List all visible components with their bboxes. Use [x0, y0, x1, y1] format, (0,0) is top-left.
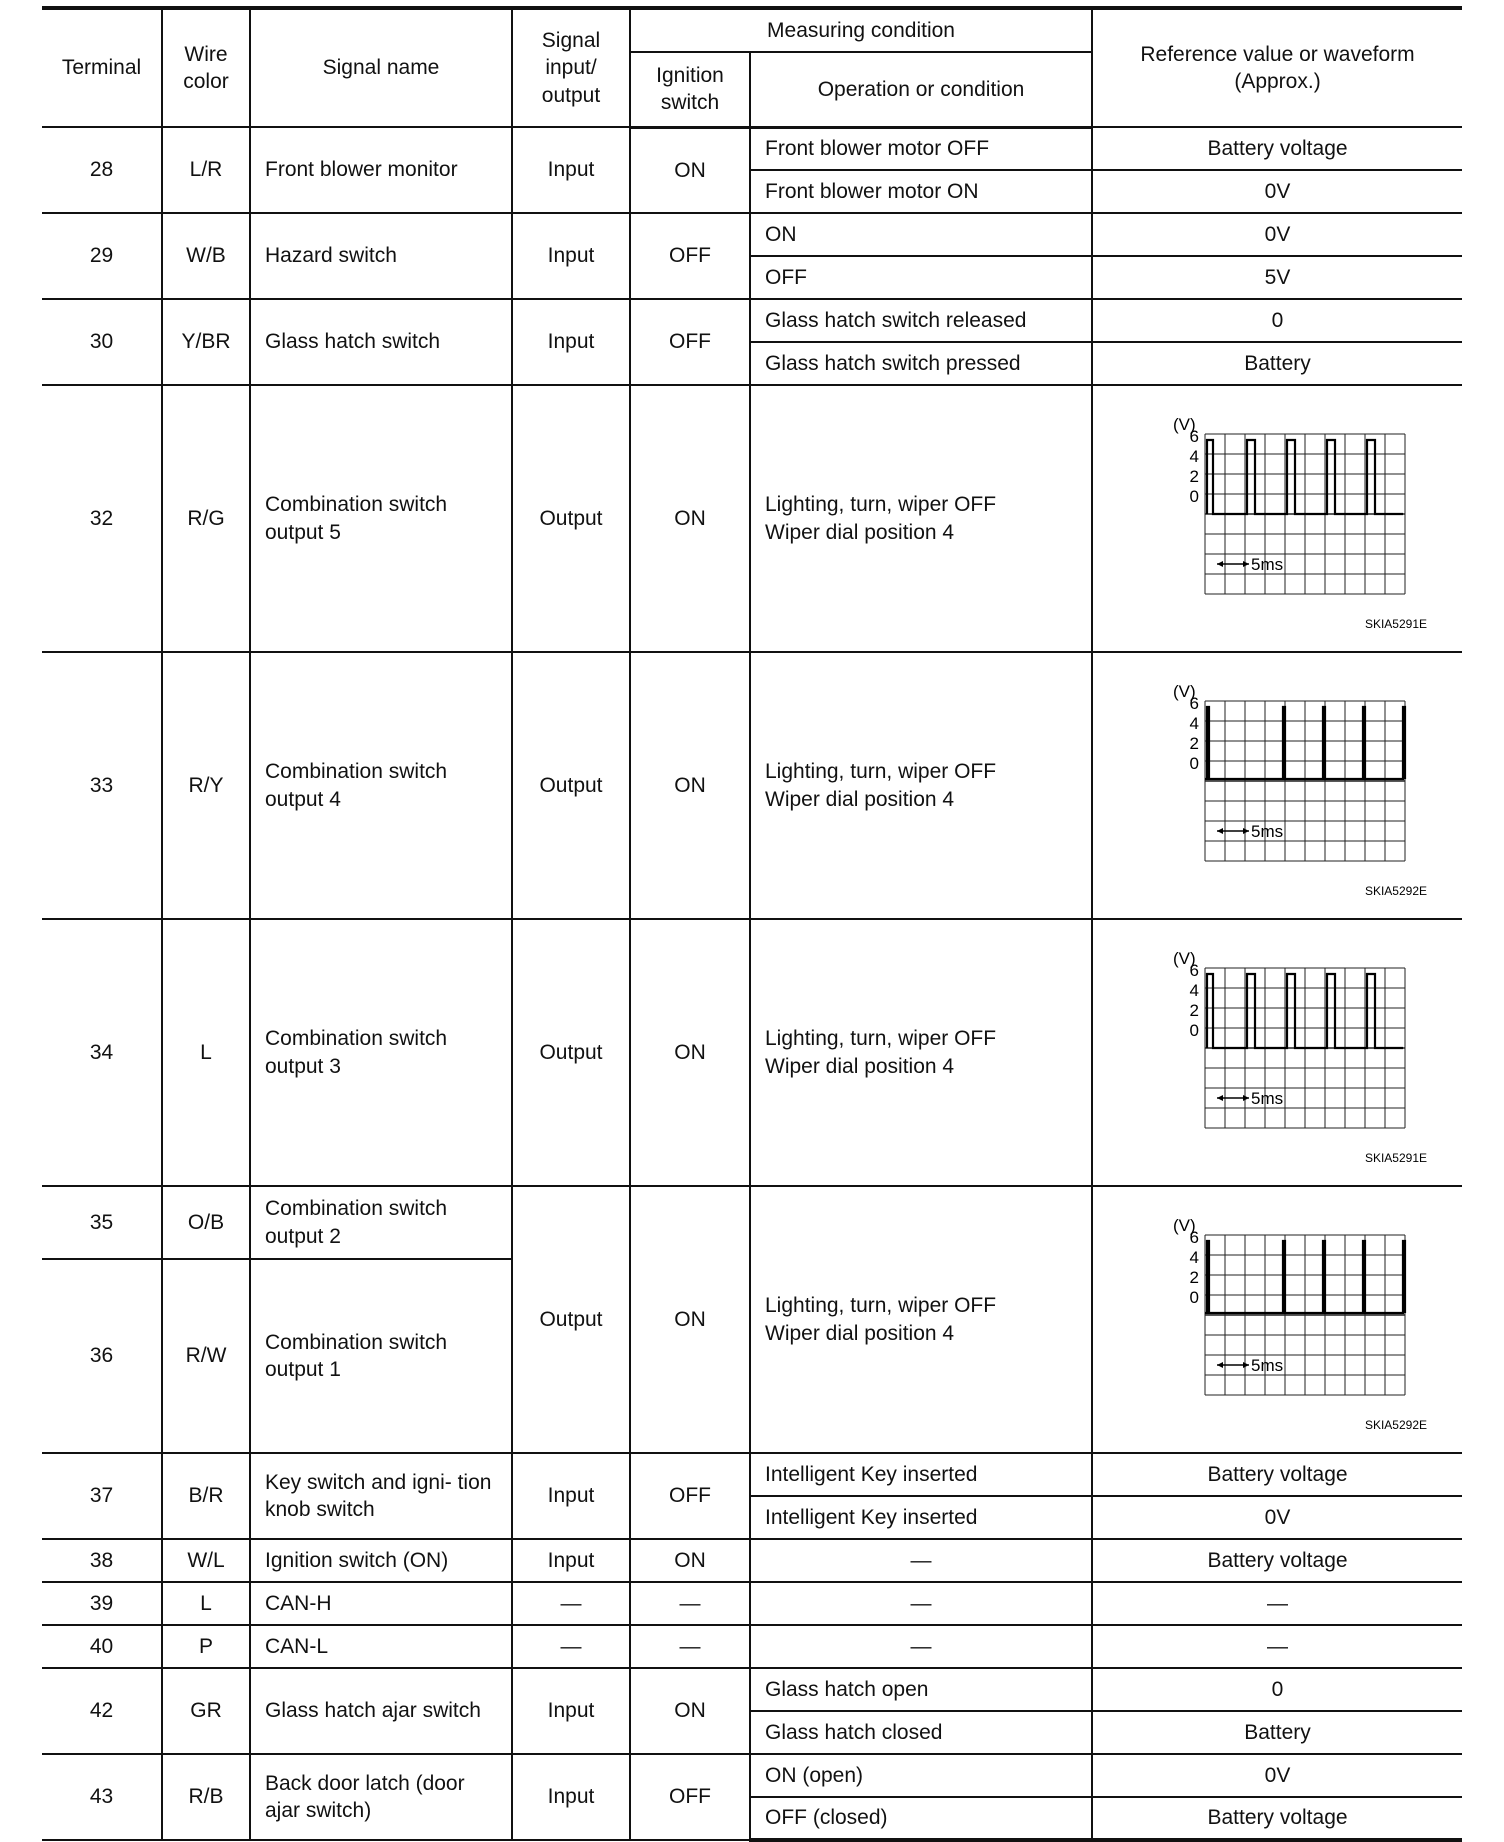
reference-cell: Battery voltage [1092, 1453, 1462, 1496]
waveform-tick-label: 4 [1189, 446, 1199, 466]
header-ignition-switch: Ignition switch [630, 52, 750, 127]
timebase-label: 5ms [1250, 821, 1283, 841]
reference-cell: 0V [1092, 213, 1462, 256]
signal-io-cell: Output [512, 652, 630, 919]
condition-cell: OFF [750, 256, 1092, 299]
table-row [42, 1625, 1462, 1668]
signal-io-cell: Input [512, 1539, 630, 1582]
waveform-chart [1113, 671, 1443, 901]
reference-cell: 0V [1092, 1754, 1462, 1797]
terminal-cell: 32 [42, 385, 162, 652]
signal-io-cell: Input [512, 1668, 630, 1754]
terminal-cell: 43 [42, 1754, 162, 1840]
table-row [42, 213, 1462, 256]
condition-cell: Front blower motor OFF [750, 127, 1092, 170]
waveform-chart [1113, 404, 1443, 634]
signal-io-cell: Input [512, 299, 630, 385]
wire-color-cell: W/L [162, 1539, 250, 1582]
wire-color-cell: R/W [162, 1259, 250, 1453]
header-operation: Operation or condition [750, 52, 1092, 127]
condition-cell: ON (open) [750, 1754, 1092, 1797]
condition-cell [750, 652, 1092, 919]
condition-cell: — [750, 1539, 1092, 1582]
condition-cell: Glass hatch switch released [750, 299, 1092, 342]
signal-name-cell: Back door latch (door ajar switch) [250, 1754, 512, 1840]
terminal-cell: 38 [42, 1539, 162, 1582]
signal-io-cell: — [512, 1625, 630, 1668]
reference-cell: 0V [1092, 1496, 1462, 1539]
terminal-reference-table [42, 6, 1462, 1842]
table-row [42, 1539, 1462, 1582]
figure-code: SKIA5291E [1364, 1150, 1427, 1165]
reference-cell: 0 [1092, 299, 1462, 342]
waveform-unit-label: (V) [1172, 948, 1196, 968]
reference-cell: Battery [1092, 1711, 1462, 1754]
timebase-label: 5ms [1250, 554, 1283, 574]
header-terminal: Terminal [42, 8, 162, 127]
wire-color-cell: R/B [162, 1754, 250, 1840]
waveform-tick-label: 2 [1189, 1000, 1199, 1020]
condition-cell [750, 919, 1092, 1186]
signal-io-cell: — [512, 1582, 630, 1625]
waveform-cell [1092, 385, 1462, 652]
condition-line: Wiper dial position 4 [765, 520, 955, 544]
condition-line: Wiper dial position 4 [765, 1054, 955, 1078]
table-row [42, 1186, 1462, 1259]
condition-cell: — [750, 1582, 1092, 1625]
condition-cell: — [750, 1625, 1092, 1668]
waveform-tick-label: 4 [1189, 980, 1199, 1000]
wire-color-cell: O/B [162, 1186, 250, 1259]
waveform-tick-label: 6 [1189, 693, 1199, 713]
table-row [42, 127, 1462, 170]
waveform-tick-label: 0 [1189, 1020, 1199, 1040]
condition-line: Lighting, turn, wiper OFF [765, 1027, 997, 1051]
waveform-tick-label: 0 [1189, 753, 1199, 773]
waveform-tick-label: 2 [1189, 733, 1199, 753]
signal-io-cell: Output [512, 919, 630, 1186]
terminal-cell: 28 [42, 127, 162, 213]
condition-line: Lighting, turn, wiper OFF [765, 1294, 997, 1318]
waveform-unit-label: (V) [1172, 681, 1196, 701]
condition-cell: ON [750, 213, 1092, 256]
waveform-grid [1205, 701, 1405, 861]
ignition-cell: ON [630, 919, 750, 1186]
waveform-tick-label: 0 [1189, 486, 1199, 506]
ignition-cell: OFF [630, 1453, 750, 1539]
condition-cell [750, 385, 1092, 652]
terminal-cell: 33 [42, 652, 162, 919]
condition-cell: Intelligent Key inserted [750, 1453, 1092, 1496]
condition-cell: Glass hatch open [750, 1668, 1092, 1711]
terminal-cell: 35 [42, 1186, 162, 1259]
waveform-tick-label: 2 [1189, 1267, 1199, 1287]
reference-cell: Battery voltage [1092, 1539, 1462, 1582]
signal-io-cell: Input [512, 213, 630, 299]
ignition-cell: ON [630, 385, 750, 652]
figure-code: SKIA5292E [1364, 1417, 1427, 1432]
condition-cell: Glass hatch closed [750, 1711, 1092, 1754]
wire-color-cell: Y/BR [162, 299, 250, 385]
signal-name-cell: Ignition switch (ON) [250, 1539, 512, 1582]
waveform-unit-label: (V) [1172, 414, 1196, 434]
condition-line: Lighting, turn, wiper OFF [765, 760, 997, 784]
waveform-chart [1113, 938, 1443, 1168]
reference-cell: 0V [1092, 170, 1462, 213]
table-row [42, 385, 1462, 652]
ignition-cell: ON [630, 1539, 750, 1582]
ignition-cell: ON [630, 127, 750, 213]
ignition-cell: — [630, 1582, 750, 1625]
waveform-cell [1092, 919, 1462, 1186]
waveform-cell [1092, 1186, 1462, 1453]
ignition-cell: OFF [630, 1754, 750, 1840]
signal-name-cell: CAN-H [250, 1582, 512, 1625]
header-reference: Reference value or waveform (Approx.) [1092, 8, 1462, 127]
terminal-cell: 30 [42, 299, 162, 385]
signal-name-cell: Combination switch output 4 [250, 652, 512, 919]
ignition-cell: ON [630, 1668, 750, 1754]
signal-name-cell: Key switch and igni- tion knob switch [250, 1453, 512, 1539]
signal-name-cell: Combination switch output 2 [250, 1186, 512, 1259]
signal-io-cell: Output [512, 1186, 630, 1453]
table-row [42, 1754, 1462, 1797]
table-row [42, 1453, 1462, 1496]
ignition-cell: OFF [630, 299, 750, 385]
ignition-cell: ON [630, 1186, 750, 1453]
wire-color-cell: R/G [162, 385, 250, 652]
wire-color-cell: B/R [162, 1453, 250, 1539]
signal-name-cell: Front blower monitor [250, 127, 512, 213]
figure-code: SKIA5291E [1364, 616, 1427, 631]
signal-io-cell: Input [512, 127, 630, 213]
waveform-tick-label: 0 [1189, 1287, 1199, 1307]
waveform-tick-label: 6 [1189, 1227, 1199, 1247]
figure-code: SKIA5292E [1364, 883, 1427, 898]
table-row [42, 1582, 1462, 1625]
waveform-grid [1205, 1235, 1405, 1395]
waveform-tick-label: 6 [1189, 960, 1199, 980]
reference-cell: 0 [1092, 1668, 1462, 1711]
header-wire-color: Wire color [162, 8, 250, 127]
signal-io-cell: Input [512, 1453, 630, 1539]
waveform-tick-label: 6 [1189, 426, 1199, 446]
terminal-cell: 40 [42, 1625, 162, 1668]
waveform-tick-label: 4 [1189, 713, 1199, 733]
condition-line: Lighting, turn, wiper OFF [765, 493, 997, 517]
timebase-label: 5ms [1250, 1355, 1283, 1375]
reference-cell: — [1092, 1582, 1462, 1625]
wire-color-cell: L [162, 1582, 250, 1625]
table-row [42, 299, 1462, 342]
signal-name-cell: Glass hatch switch [250, 299, 512, 385]
waveform-unit-label: (V) [1172, 1215, 1196, 1235]
header-signal-io: Signal input/ output [512, 8, 630, 127]
reference-cell: — [1092, 1625, 1462, 1668]
condition-line: Wiper dial position 4 [765, 1321, 955, 1345]
terminal-cell: 34 [42, 919, 162, 1186]
table-row [42, 652, 1462, 919]
header-signal-name: Signal name [250, 8, 512, 127]
ignition-cell: — [630, 1625, 750, 1668]
waveform-chart [1113, 1205, 1443, 1435]
signal-name-cell: Combination switch output 3 [250, 919, 512, 1186]
waveform-tick-label: 4 [1189, 1247, 1199, 1267]
wire-color-cell: P [162, 1625, 250, 1668]
terminal-cell: 29 [42, 213, 162, 299]
waveform-tick-label: 2 [1189, 466, 1199, 486]
wire-color-cell: W/B [162, 213, 250, 299]
signal-name-cell: Combination switch output 5 [250, 385, 512, 652]
wire-color-cell: R/Y [162, 652, 250, 919]
condition-line: Wiper dial position 4 [765, 787, 955, 811]
condition-cell [750, 1186, 1092, 1453]
signal-io-cell: Input [512, 1754, 630, 1840]
reference-cell: Battery voltage [1092, 127, 1462, 170]
reference-cell: Battery voltage [1092, 1797, 1462, 1840]
wire-color-cell: L/R [162, 127, 250, 213]
condition-cell: Intelligent Key inserted [750, 1496, 1092, 1539]
timebase-label: 5ms [1250, 1088, 1283, 1108]
signal-name-cell: Hazard switch [250, 213, 512, 299]
signal-name-cell: CAN-L [250, 1625, 512, 1668]
wire-color-cell: L [162, 919, 250, 1186]
waveform-cell [1092, 652, 1462, 919]
reference-cell: 5V [1092, 256, 1462, 299]
signal-name-cell: Glass hatch ajar switch [250, 1668, 512, 1754]
condition-cell: OFF (closed) [750, 1797, 1092, 1840]
signal-name-cell: Combination switch output 1 [250, 1259, 512, 1453]
signal-io-cell: Output [512, 385, 630, 652]
condition-cell: Front blower motor ON [750, 170, 1092, 213]
ignition-cell: OFF [630, 213, 750, 299]
condition-cell: Glass hatch switch pressed [750, 342, 1092, 385]
terminal-cell: 37 [42, 1453, 162, 1539]
ignition-cell: ON [630, 652, 750, 919]
terminal-cell: 42 [42, 1668, 162, 1754]
terminal-cell: 36 [42, 1259, 162, 1453]
table-row [42, 919, 1462, 1186]
wire-color-cell: GR [162, 1668, 250, 1754]
table-row [42, 1668, 1462, 1711]
header-measuring-condition: Measuring condition [630, 8, 1092, 52]
terminal-cell: 39 [42, 1582, 162, 1625]
reference-cell: Battery [1092, 342, 1462, 385]
